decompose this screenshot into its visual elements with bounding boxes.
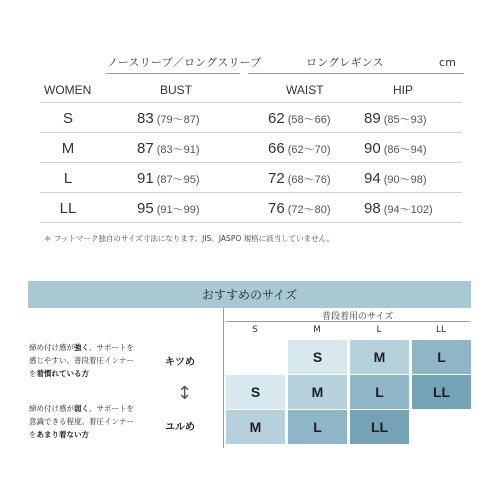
- table-divider: [40, 132, 462, 133]
- column-header-m: M: [313, 325, 321, 335]
- recommend-title: おすすめのサイズ: [201, 288, 298, 302]
- group-underline-leggings: [248, 73, 464, 74]
- waist-value: 66 (62〜70): [268, 140, 331, 157]
- recommend-banner: [28, 281, 471, 308]
- header-women: WOMEN: [44, 83, 92, 97]
- grid-cell: L: [412, 340, 471, 374]
- loose-description: 締め付け感が弱く、サポートを 意識できる程度。着圧インナー をあまり着ない方: [29, 404, 134, 439]
- tight-label: キツめ: [165, 357, 195, 368]
- column-header-ll: LL: [435, 325, 447, 335]
- header-bust: BUST: [160, 83, 193, 97]
- grid-cell-empty: [226, 340, 285, 374]
- hip-value: 94 (90〜98): [364, 170, 427, 187]
- table-divider: [40, 222, 462, 223]
- size-label-ll: LL: [59, 200, 77, 217]
- table-divider: [40, 102, 462, 103]
- grid-cell: S: [288, 340, 347, 374]
- column-header-s: S: [252, 325, 258, 335]
- waist-value: 72 (68〜76): [268, 170, 331, 187]
- bust-value: 83 (79〜87): [137, 110, 200, 127]
- grid-cell: LL: [350, 410, 409, 444]
- header-hip: HIP: [393, 83, 414, 97]
- hip-value: 90 (86〜94): [364, 140, 427, 157]
- bust-value: 87 (83〜91): [137, 140, 200, 157]
- table-divider: [40, 192, 462, 193]
- arrow-updown-icon: ↕: [177, 383, 193, 404]
- usual-size-underline: [226, 321, 470, 322]
- grid-cell: LL: [412, 375, 471, 409]
- group-underline-tops: [106, 73, 240, 74]
- grid-cell: L: [350, 375, 409, 409]
- column-header-l: L: [376, 325, 382, 335]
- loose-label: ユルめ: [165, 422, 195, 433]
- hip-value: 89 (85〜93): [364, 110, 427, 127]
- bust-value: 91 (87〜95): [137, 170, 200, 187]
- tight-description: 締め付け感が強く、サポートを 感じやすい。普段着圧インナー を着慣れている方: [29, 343, 134, 378]
- unit-label: cm: [439, 56, 457, 69]
- grid-cell: L: [288, 410, 347, 444]
- size-label-l: L: [63, 170, 73, 187]
- size-label-s: S: [62, 110, 73, 127]
- usual-size-label: 普段着用のサイズ: [322, 312, 394, 322]
- hip-value: 98 (94〜102): [364, 200, 433, 217]
- group-label-leggings: ロングレギンス: [306, 56, 384, 69]
- grid-cell: M: [226, 410, 285, 444]
- table-divider: [40, 162, 462, 163]
- grid-cell: M: [350, 340, 409, 374]
- footnote: ＊ フットマーク独自のサイズ寸法になります。JIS、JASPO 規格に該当していません。: [44, 234, 335, 243]
- waist-value: 62 (58〜66): [268, 110, 331, 127]
- group-label-tops: ノースリーブ／ロングスリーブ: [107, 56, 262, 69]
- header-waist: WAIST: [286, 83, 324, 97]
- bust-value: 95 (91〜99): [137, 200, 200, 217]
- grid-cell: S: [226, 375, 285, 409]
- grid-cell: M: [288, 375, 347, 409]
- waist-value: 76 (72〜80): [268, 200, 331, 217]
- size-label-m: M: [61, 140, 75, 157]
